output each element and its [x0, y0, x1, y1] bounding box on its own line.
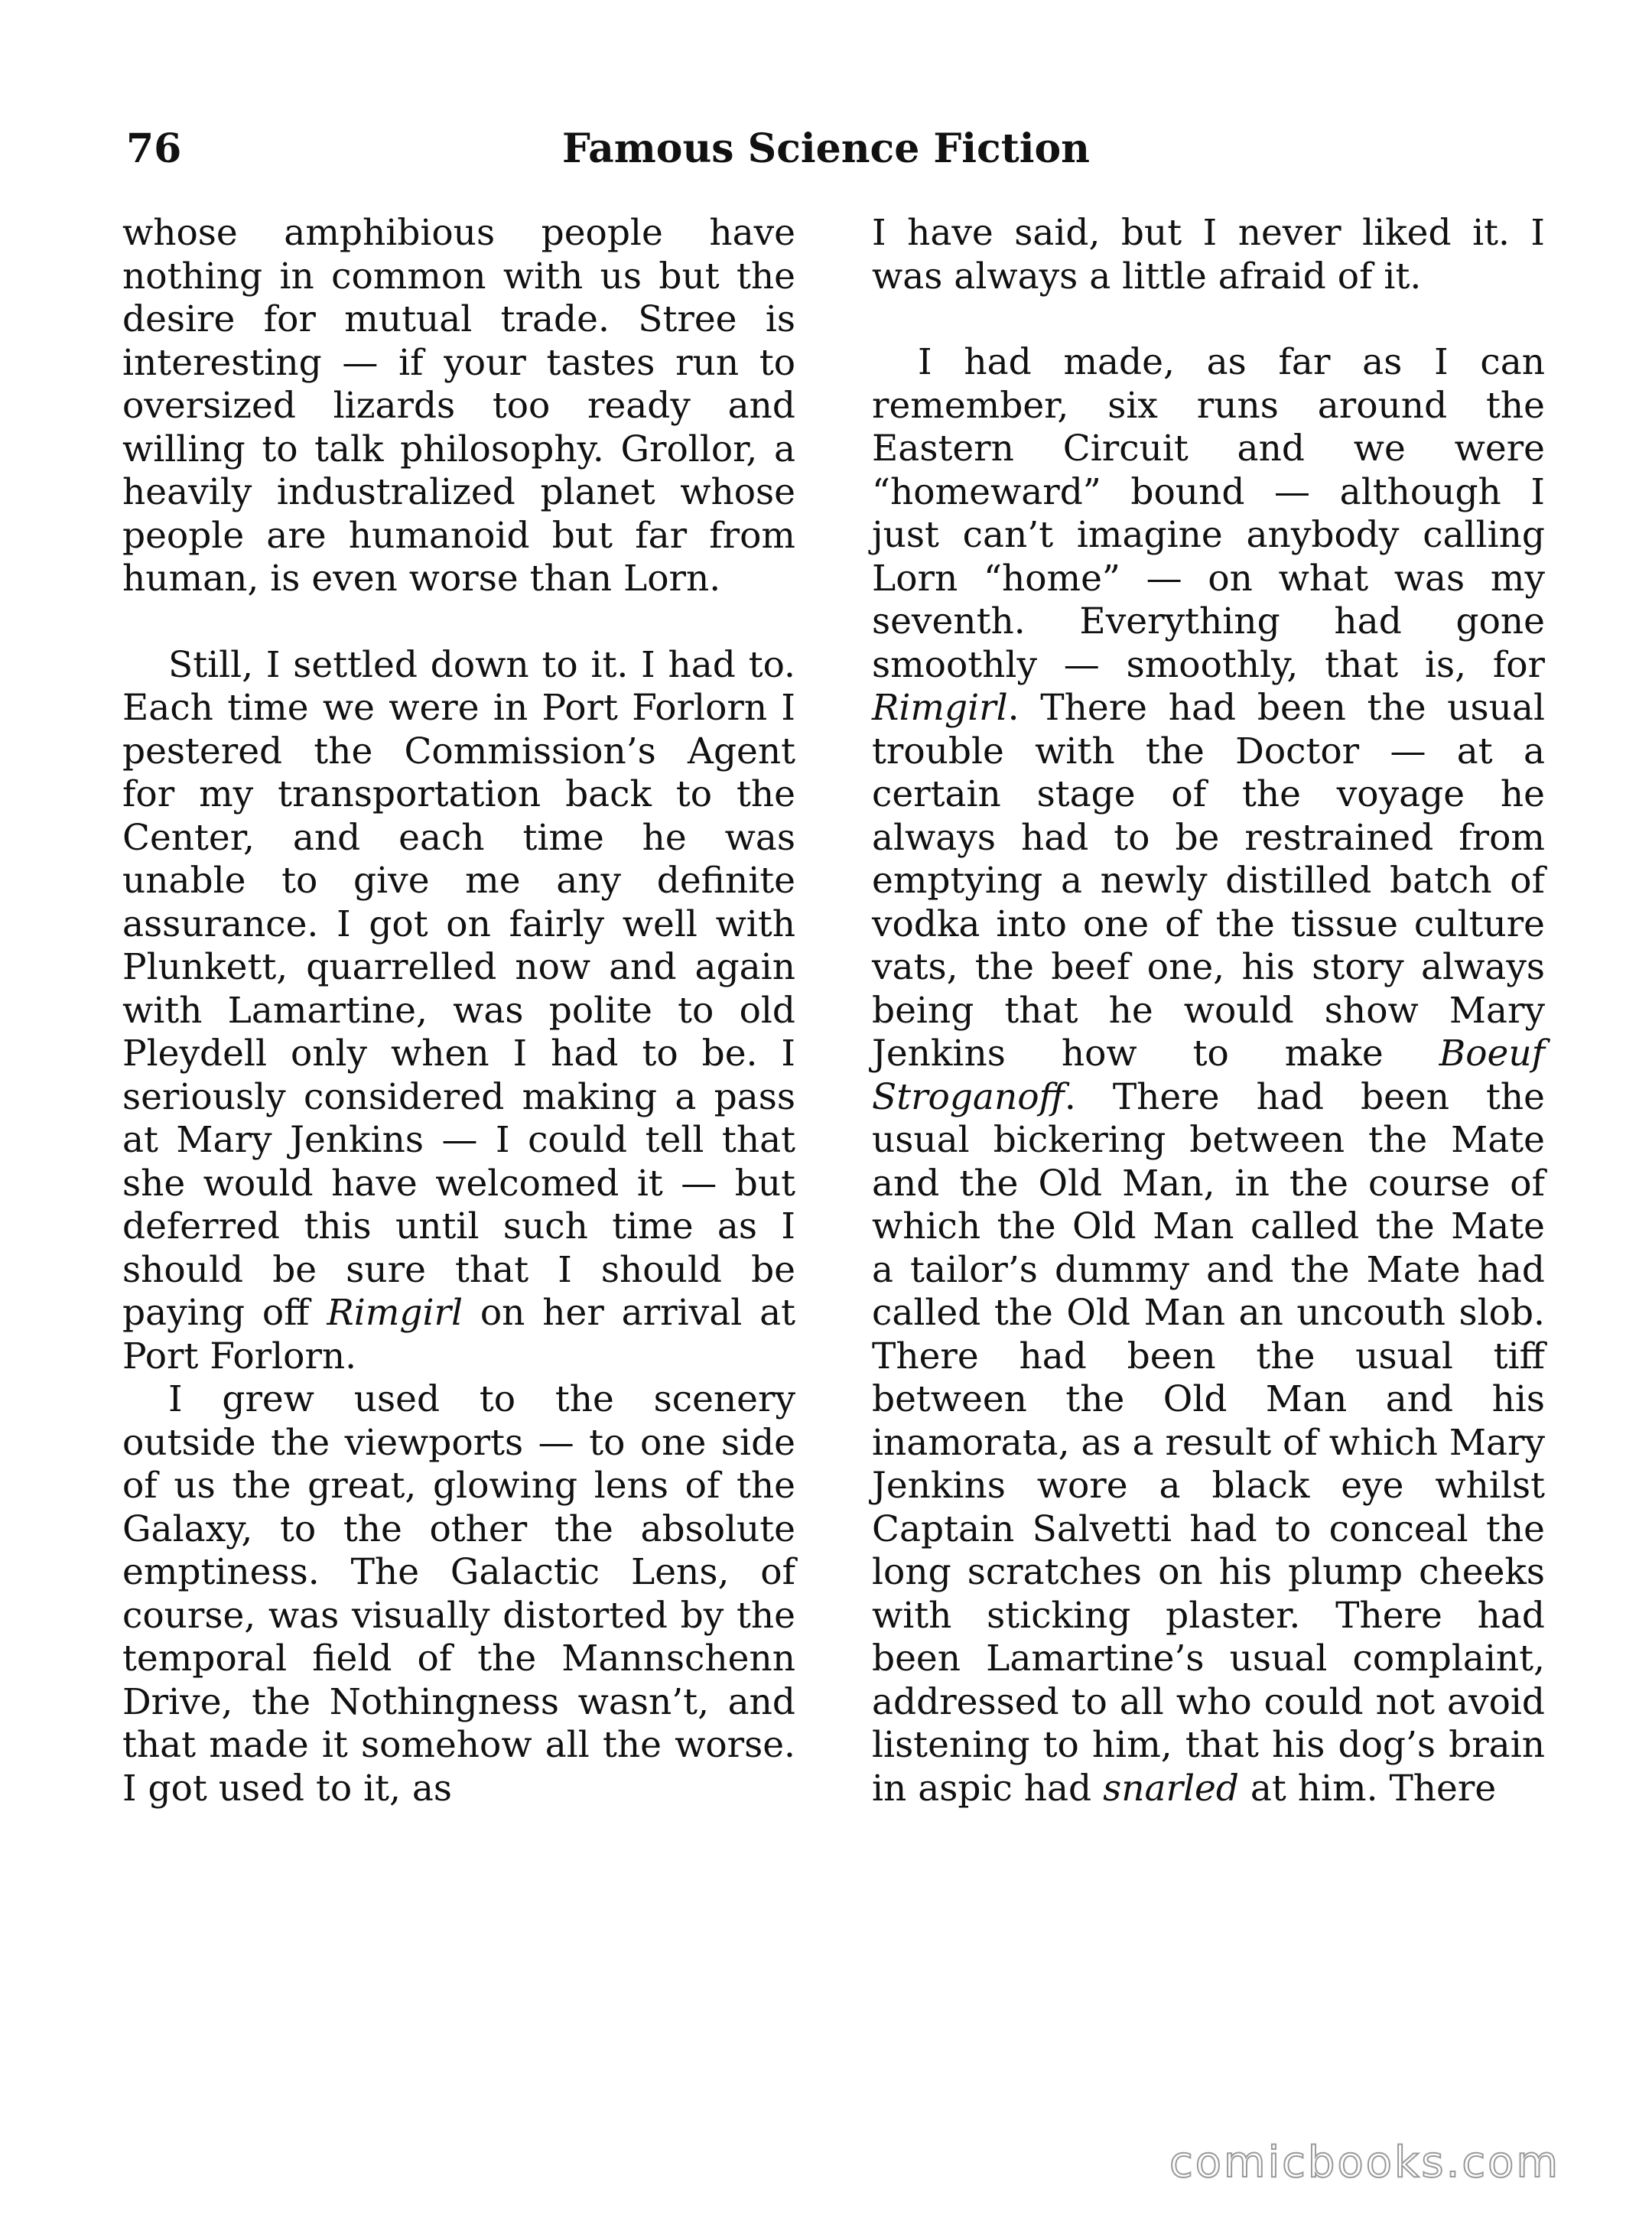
text-run: at him. There	[1238, 1767, 1497, 1810]
text-run: . There had been the usual trouble with the Doctor — at a certain stage of the voyage he always had to be restrained from emptying a newly distilled batch of vodka into one of the tissue culture vats, the beef one, his story always being that he would show Mary Jenkins how to make	[872, 687, 1545, 1075]
paragraph: I have said, but I never liked it. I was always a little afraid of it.	[872, 212, 1545, 298]
ship-name: Rimgirl	[872, 687, 1008, 729]
text-run: . There had been the usual bickering between the Mate and the Old Man, in the course of which the Old Man called the Mate a tailor’s dummy and the Mate had called the Old Man an uncouth slob. There had been the usual tiff between the Old Man and his inamorata, as a result of which Mary Jenkins wore a black eye whilst Captain Salvetti had to conceal the long scratches on his plump cheeks with sticking plaster. There had been Lamartine’s usual complaint, addressed to all who could not avoid listening to him, that his dog’s brain in aspic had	[872, 1075, 1545, 1810]
ship-name: Rimgirl	[327, 1292, 463, 1334]
left-column	[122, 212, 795, 1810]
running-title: Famous Science Fiction	[562, 125, 1090, 172]
paragraph: I grew used to the scenery outside the viewports — to one side of us the great, glowing lens of the Galaxy, to the other the absolute emptiness. The Galactic Lens, of course, was visually distorted by the temporal field of the Mannschenn Drive, the Nothingness wasn’t, and that made it somehow all the worse. I got used to it, as	[122, 1378, 795, 1810]
text-run: on her arrival at Port Forlorn.	[122, 1292, 795, 1377]
dish-name: Boeuf Stroganoff	[872, 1033, 1545, 1118]
watermark: comicbooks.com	[1169, 2138, 1560, 2187]
paragraph	[122, 644, 795, 1379]
page-number: 76	[126, 125, 182, 172]
text-run: I had made, as far as I can remember, six runs around the Eastern Circuit and we were “homeward” bound — although I just can’t imagine anybody calling Lorn “home” — on what was my seventh. Everything had gone smoothly — smoothly, that is, for	[872, 341, 1545, 686]
emphasis: snarled	[1103, 1767, 1239, 1810]
text-run: Still, I settled down to it. I had to. Each time we were in Port Forlorn I pestered the Commission’s Agent for my transportation back to the Center, and each time he was unable to give me any definite assurance. I got on fairly well with Plunkett, quarrelled now and again with Lamartine, was polite to old Pleydell only when I had to be. I seriously considered making a pass at Mary Jenkins — I could tell that she would have welcomed it — but deferred this until such time as I should be sure that I should be paying off	[122, 643, 795, 1334]
paragraph	[872, 341, 1545, 1810]
paragraph: whose amphibious people have nothing in common with us but the desire for mutual trade. Stree is interesting — if your tastes run to oversized lizards too ready and willing to talk philosophy. Grollor, a heavily industralized planet whose people are humanoid but far from human, is even worse than Lorn.	[122, 212, 795, 600]
right-column	[872, 212, 1545, 1810]
